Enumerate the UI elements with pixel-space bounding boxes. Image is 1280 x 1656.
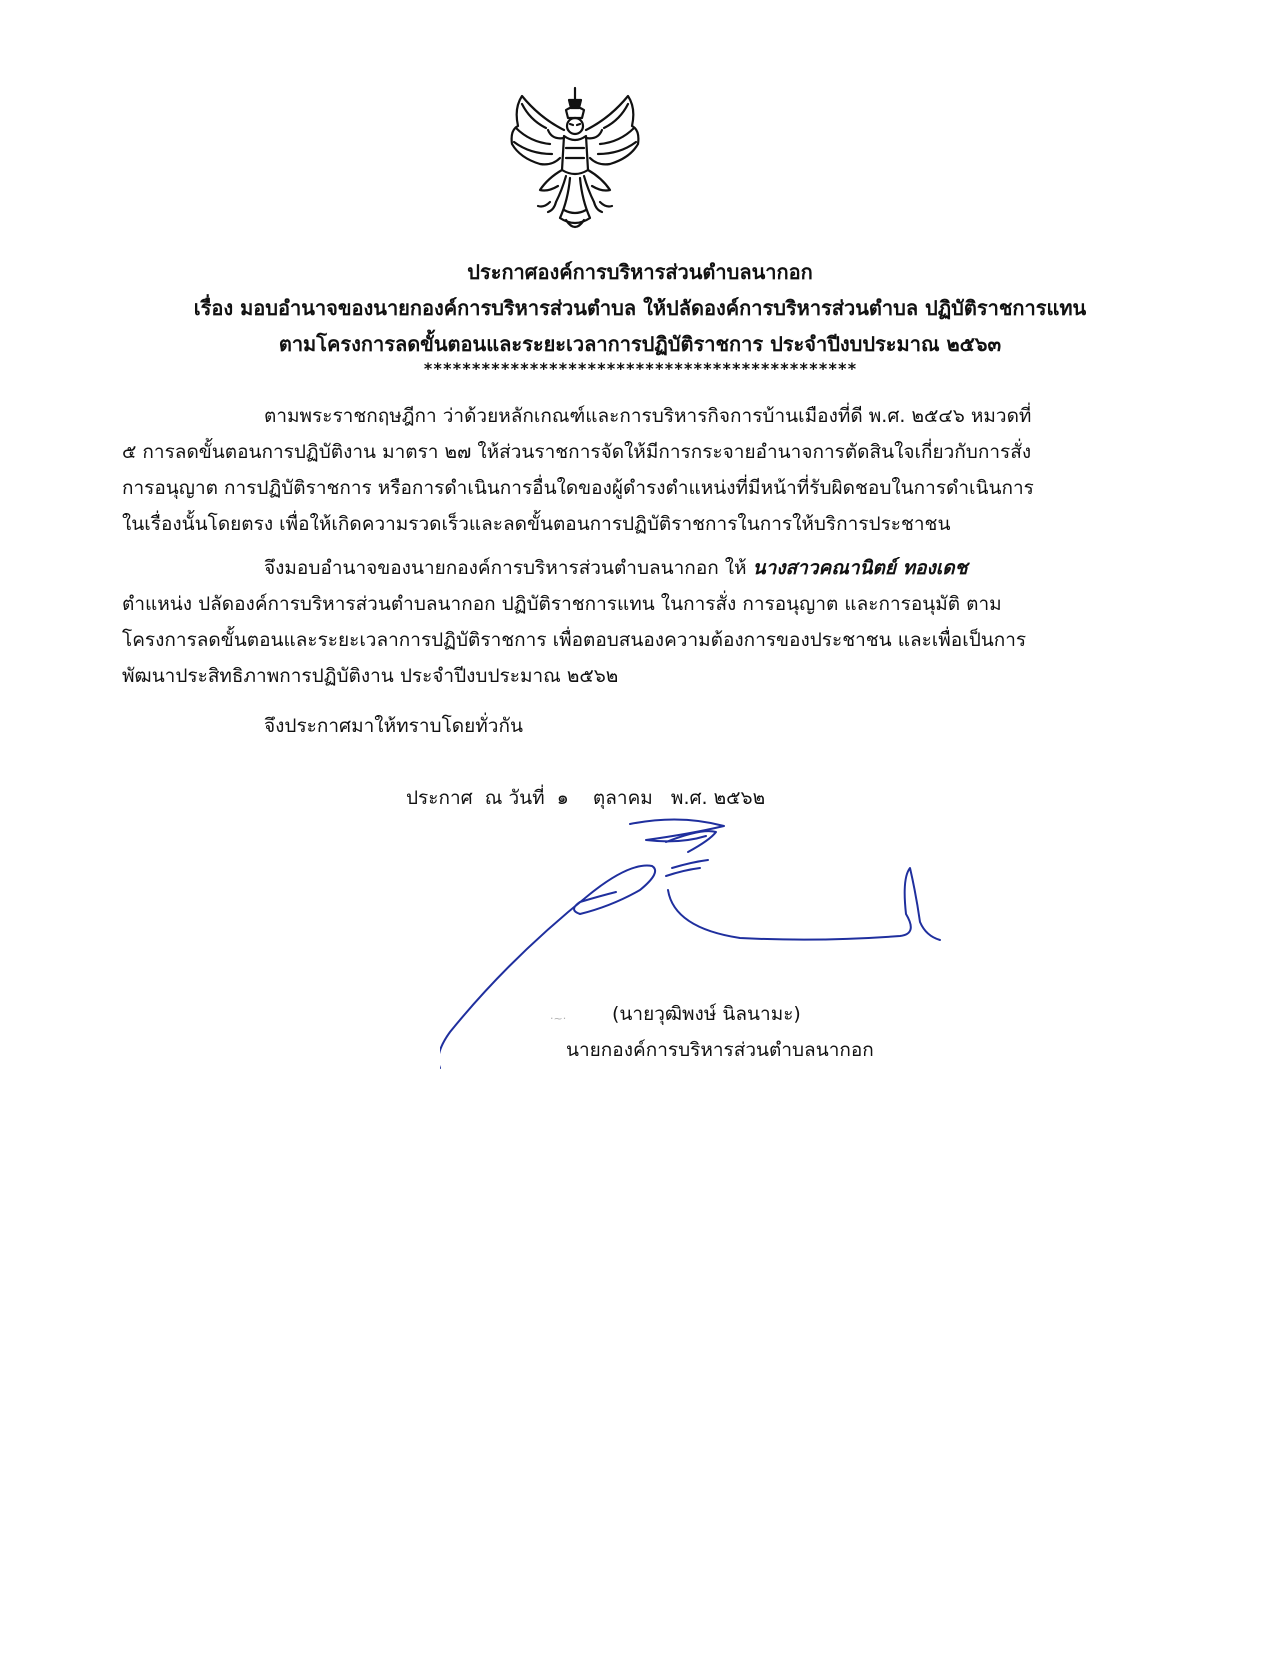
announcement-title: ประกาศองค์การบริหารส่วนตำบลนากอก bbox=[467, 260, 813, 284]
separator-line: ********************************************* bbox=[423, 359, 857, 378]
paragraph-line: พัฒนาประสิทธิภาพการปฏิบัติงาน ประจำปีงบประมาณ ๒๕๖๒ bbox=[122, 665, 619, 687]
signer-title: นายกองค์การบริหารส่วนตำบลนากอก bbox=[566, 1039, 874, 1061]
paragraph-line bbox=[122, 550, 1062, 586]
paragraph-line: ในเรื่องนั้นโดยตรง เพื่อให้เกิดความรวดเร็วและลดขั้นตอนการปฏิบัติราชการในการให้บริการประชาชน bbox=[122, 513, 951, 535]
faint-stamp-mark: ·~· bbox=[550, 1012, 567, 1025]
announcement-subject: เรื่อง มอบอำนาจของนายกองค์การบริหารส่วนตำบล ให้ปลัดองค์การบริหารส่วนตำบล ปฏิบัติราชการแทน bbox=[193, 296, 1087, 320]
paragraph-line: ๕ การลดขั้นตอนการปฏิบัติงาน มาตรา ๒๗ ให้ส่วนราชการจัดให้มีการกระจายอำนาจการตัดสินใจเกี่ยวกับการสั่ง bbox=[122, 441, 1032, 463]
delegate-name: นางสาวคณานิตย์ ทองเดช bbox=[752, 557, 968, 579]
closing-statement: จึงประกาศมาให้ทราบโดยทั่วกัน bbox=[264, 715, 523, 737]
paragraph-line: การอนุญาต การปฏิบัติราชการ หรือการดำเนินการอื่นใดของผู้ดำรงตำแหน่งที่มีหน้าที่รับผิดชอบในการดำเนินการ bbox=[122, 477, 1034, 499]
garuda-emblem-icon bbox=[500, 78, 650, 238]
delegation-text: จึงมอบอำนาจของนายกองค์การบริหารส่วนตำบลนากอก ให้ bbox=[264, 557, 753, 579]
paragraph-line: ตามพระราชกฤษฎีกา ว่าด้วยหลักเกณฑ์และการบริหารกิจการบ้านเมืองที่ดี พ.ศ. ๒๕๔๖ หมวดที่ bbox=[264, 405, 1032, 427]
paragraph-line: ตำแหน่ง ปลัดองค์การบริหารส่วนตำบลนากอก ปฏิบัติราชการแทน ในการสั่ง การอนุญาต และการอนุมัติ ตาม bbox=[122, 593, 1002, 615]
announcement-subject-continued: ตามโครงการลดขั้นตอนและระยะเวลาการปฏิบัติราชการ ประจำปีงบประมาณ ๒๕๖๓ bbox=[278, 332, 1002, 356]
announcement-date: ประกาศ ณ วันที่ ๑ ตุลาคม พ.ศ. ๒๕๖๒ bbox=[406, 787, 766, 809]
paragraph-line: โครงการลดขั้นตอนและระยะเวลาการปฏิบัติราชการ เพื่อตอบสนองความต้องการของประชาชน และเพื่อเป็นการ bbox=[122, 629, 1027, 651]
paragraph-delegation bbox=[122, 550, 1062, 694]
signer-name: (นายวุฒิพงษ์ นิลนามะ) bbox=[612, 1003, 801, 1025]
paragraph-legal-basis bbox=[122, 398, 1062, 542]
